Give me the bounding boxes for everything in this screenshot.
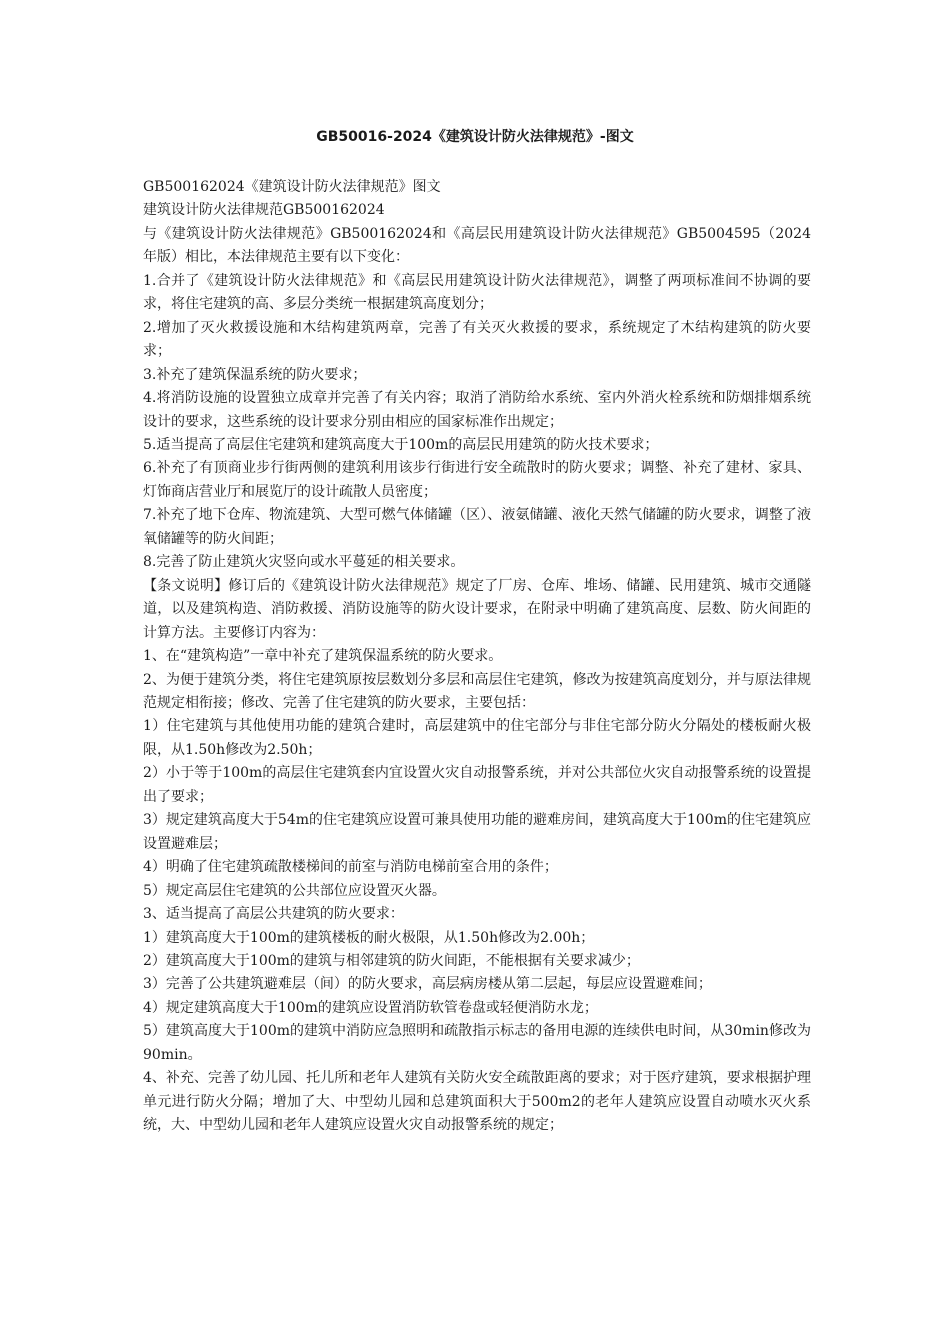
paragraph-revision-2-item-4: 4）明确了住宅建筑疏散楼梯间的前室与消防电梯前室合用的条件；: [143, 859, 558, 876]
paragraph-intro: 与《建筑设计防火法律规范》GB500162024和《高层民用建筑设计防火法律规范》GB5004595（2024年版）相比，本法律规范主要有以下变化：: [143, 225, 811, 266]
paragraph-revision-2-item-2: 2）小于等于100m的高层住宅建筑套内宜设置火灾自动报警系统，并对公共部位火灾自动报警系统的设置提出了要求；: [143, 765, 811, 805]
paragraph-revision-3-item-2: 2）建筑高度大于100m的建筑与相邻建筑的防火间距，不能根据有关要求减少；: [143, 952, 640, 969]
paragraph-standard-name: 建筑设计防火法律规范GB500162024: [143, 202, 385, 219]
paragraph-revision-1: 1、在“建筑构造”一章中补充了建筑保温系统的防火要求。: [143, 648, 503, 665]
paragraph-revision-2: 2、为便于建筑分类，将住宅建筑原按层数划分多层和高层住宅建筑，修改为按建筑高度划分，并与原法律规范规定相衔接；修改、完善了住宅建筑的防火要求，主要包括：: [143, 671, 811, 711]
paragraph-source-title: GB500162024《建筑设计防火法律规范》图文: [143, 179, 441, 195]
document-body: [143, 176, 811, 1138]
paragraph-change-3: 3.补充了建筑保温系统的防火要求；: [143, 366, 367, 383]
paragraph-revision-3-item-5: 5）建筑高度大于100m的建筑中消防应急照明和疏散指示标志的备用电源的连续供电时间，从30min修改为90min。: [143, 1023, 811, 1063]
paragraph-revision-3: 3、适当提高了高层公共建筑的防火要求：: [143, 906, 404, 923]
paragraph-revision-3-item-3: 3）完善了公共建筑避难层（间）的防火要求，高层病房楼从第二层起，每层应设置避难间；: [143, 976, 712, 993]
paragraph-revision-3-item-1: 1）建筑高度大于100m的建筑楼板的耐火极限，从1.50h修改为2.00h；: [143, 929, 595, 946]
paragraph-revision-2-item-5: 5）规定高层住宅建筑的公共部位应设置灭火器。: [143, 882, 446, 899]
paragraph-revision-4: 4、补充、完善了幼儿园、托儿所和老年人建筑有关防火安全疏散距离的要求；对于医疗建筑，要求根据护理单元进行防火分隔；增加了大、中型幼儿园和总建筑面积大于500m2的老年人建筑应设置自动喷水灭火系统，大、中型幼儿园和老年人建筑应设置火灾自动报警系统的规定；: [143, 1070, 811, 1134]
paragraph-revision-2-item-3: 3）规定建筑高度大于54m的住宅建筑应设置可兼具使用功能的避难房间，建筑高度大于100m的住宅建筑应设置避难层；: [143, 812, 811, 852]
paragraph-article-note: 【条文说明】修订后的《建筑设计防火法律规范》规定了厂房、仓库、堆场、储罐、民用建筑、城市交通隧道，以及建筑构造、消防救援、消防设施等的防火设计要求，在附录中明确了建筑高度、层数、防火间距的计算方法。主要修订内容为：: [143, 577, 811, 641]
paragraph-change-7: 7.补充了地下仓库、物流建筑、大型可燃气体储罐（区）、液氨储罐、液化天然气储罐的防火要求，调整了液氧储罐等的防火间距；: [143, 507, 811, 547]
paragraph-revision-3-item-4: 4）规定建筑高度大于100m的建筑应设置消防软管卷盘或轻便消防水龙；: [143, 999, 598, 1016]
paragraph-change-4: 4.将消防设施的设置独立成章并完善了有关内容；取消了消防给水系统、室内外消火栓系统和防烟排烟系统设计的要求，这些系统的设计要求分别由相应的国家标准作出规定；: [143, 390, 811, 430]
paragraph-change-1: 1.合并了《建筑设计防火法律规范》和《高层民用建筑设计防火法律规范》，调整了两项标准间不协调的要求，将住宅建筑的高、多层分类统一根据建筑高度划分；: [143, 272, 811, 313]
paragraph-change-5: 5.适当提高了高层住宅建筑和建筑高度大于100m的高层民用建筑的防火技术要求；: [143, 436, 659, 453]
document-title: GB50016-2024《建筑设计防火法律规范》-图文: [316, 129, 634, 145]
paragraph-change-2: 2.增加了灭火救援设施和木结构建筑两章，完善了有关灭火救援的要求，系统规定了木结构建筑的防火要求；: [143, 319, 811, 360]
paragraph-change-8: 8.完善了防止建筑火灾竖向或水平蔓延的相关要求。: [143, 554, 465, 571]
paragraph-revision-2-item-1: 1）住宅建筑与其他使用功能的建筑合建时，高层建筑中的住宅部分与非住宅部分防火分隔处的楼板耐火极限，从1.50h修改为2.50h；: [143, 718, 811, 758]
paragraph-change-6: 6.补充了有顶商业步行街两侧的建筑利用该步行街进行安全疏散时的防火要求；调整、补充了建材、家具、灯饰商店营业厅和展览厅的设计疏散人员密度；: [143, 460, 811, 500]
